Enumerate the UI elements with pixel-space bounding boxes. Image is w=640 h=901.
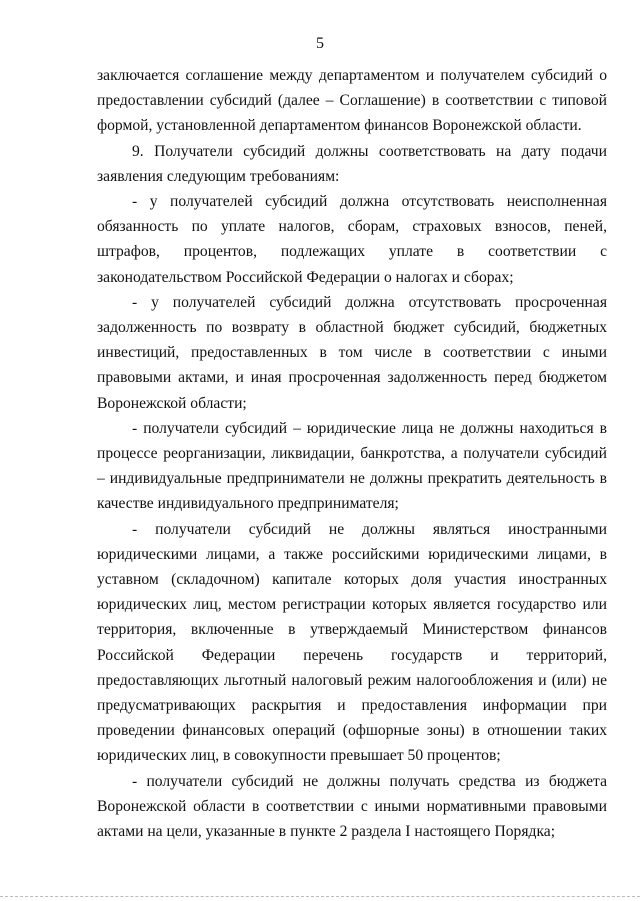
- list-item-foreign-entities: - получатели субсидий не должны являться иностранными юридическими лицами, а также российскими юридическими лицами, в уставном (складочном) капитале которых доля участия иностранных юридических лиц, местом регистрации которых является государство или территория, включенные в утверждаемый Министерством финансов Российской Федерации перечень государств и территорий, предоставляющих льготный налоговый режим налогообложения и (или) не предусматривающих раскрытия и предоставления информации при проведении финансовых операций (офшорные зоны) в отношении таких юридических лиц, в совокупности превышает 50 процентов;: [97, 520, 607, 765]
- list-item-tax-obligations: - у получателей субсидий должна отсутствовать неисполненная обязанность по уплате налогов, сборам, страховых взносов, пеней, штрафов, процентов, подлежащих уплате в соответствии с законодательством Российской Федерации о налогах и сборах;: [97, 193, 607, 286]
- list-item-reorganization: - получатели субсидий – юридические лица не должны находиться в процессе реорганизации, ликвидации, банкротства, а получатели субсидий – индивидуальные предприниматели не должны прекратить деятельность в качестве индивидуального предпринимателя;: [97, 419, 607, 513]
- scan-edge-divider: [0, 896, 640, 898]
- document-body: [97, 63, 607, 844]
- page-number: 5: [316, 35, 324, 52]
- paragraph-requirements-intro: 9. Получатели субсидий должны соответствовать на дату подачи заявления следующим требованиям:: [97, 142, 607, 185]
- paragraph-agreement-continuation: заключается соглашение между департаментом и получателем субсидий о предоставлении субсидий (далее – Соглашение) в соответствии с типовой формой, установленной департаментом финансов Воронежской области.: [97, 67, 607, 135]
- list-item-other-funding: - получатели субсидий не должны получать средства из бюджета Воронежской области в соответствии с иными нормативными правовыми актами на цели, указанные в пункте 2 раздела I настоящего Порядка;: [97, 772, 607, 841]
- list-item-overdue-debt: - у получателей субсидий должна отсутствовать просроченная задолженность по возврату в областной бюджет субсидий, бюджетных инвестиций, предоставленных в том числе в соответствии с иными правовыми актами, и иная просроченная задолженность перед бюджетом Воронежской области;: [97, 293, 607, 412]
